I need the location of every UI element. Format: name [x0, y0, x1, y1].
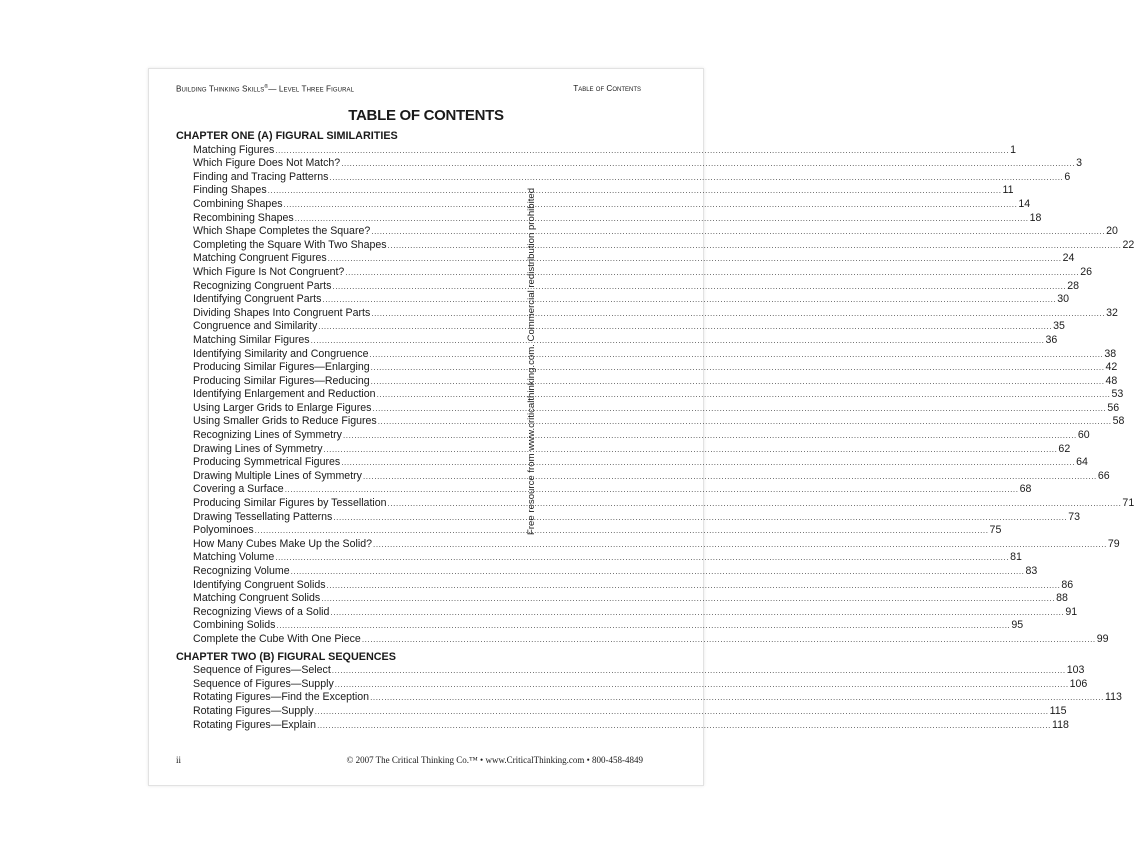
toc-entry-title: Recognizing Lines of Symmetry: [193, 429, 342, 442]
toc-entry-title: Combining Shapes: [193, 197, 283, 210]
toc-entry-title: Drawing Lines of Symmetry: [193, 442, 323, 455]
toc-entry: [193, 691, 1122, 705]
toc-entry-page: 81: [1010, 551, 1022, 564]
toc-entry-title: Which Figure Does Not Match?: [193, 157, 341, 170]
dot-leader: ....................................................................................................................................................................................................................................................................: [326, 580, 1061, 590]
toc-entry-page: 83: [1025, 565, 1038, 577]
toc-entry: [193, 225, 1118, 239]
dot-leader: ....................................................................................................................................................................................................................................................................: [369, 349, 1104, 359]
toc-entry-title: Completing the Square With Two Shapes: [193, 238, 387, 251]
dot-leader: ....................................................................................................................................................................................................................................................................: [377, 417, 1112, 427]
toc-entry-title: Using Larger Grids to Enlarge Figures: [193, 401, 372, 414]
toc-entry: [193, 374, 1118, 389]
dot-leader: ....................................................................................................................................................................................................................................................................: [370, 363, 1105, 373]
toc-entry-page: 79: [1107, 537, 1120, 550]
chapter-heading: CHAPTER TWO (B) FIGURAL SEQUENCES: [176, 650, 396, 663]
toc-entry: [193, 170, 1071, 185]
dot-leader: ....................................................................................................................................................................................................................................................................: [371, 227, 1106, 237]
toc-entry: [193, 677, 1088, 692]
toc-entry: [193, 333, 1058, 348]
dot-leader: ....................................................................................................................................................................................................................................................................: [290, 567, 1025, 576]
toc-entry-title: Finding and Tracing Patterns: [193, 170, 329, 183]
toc-entry: [193, 524, 1002, 538]
toc-entry-title: Identifying Congruent Parts: [193, 293, 322, 306]
toc-entry: [193, 347, 1117, 362]
toc-entry-page: 62: [1058, 442, 1071, 455]
toc-entry: [193, 497, 1134, 511]
toc-entry: [193, 211, 1042, 226]
toc-entry-title: Congruence and Similarity: [193, 320, 318, 333]
toc-entry-title: Which Shape Completes the Square?: [193, 225, 371, 238]
dot-leader: ....................................................................................................................................................................................................................................................................: [333, 512, 1068, 522]
toc-entry: [193, 293, 1070, 307]
toc-entry: [193, 456, 1088, 470]
toc-entry-title: Matching Congruent Solids: [193, 592, 321, 605]
toc-entry-page: 58: [1112, 415, 1125, 428]
table-of-contents: [176, 130, 1134, 732]
toc-entry-title: Producing Symmetrical Figures: [193, 456, 341, 469]
toc-entry: [193, 361, 1118, 375]
toc-entry-title: How Many Cubes Make Up the Solid?: [193, 537, 373, 550]
toc-entry-page: 99: [1096, 632, 1109, 645]
dot-leader: ....................................................................................................................................................................................................................................................................: [345, 267, 1080, 277]
dot-leader: ....................................................................................................................................................................................................................................................................: [361, 634, 1096, 644]
toc-entry: [193, 510, 1081, 525]
toc-entry: [193, 415, 1125, 429]
toc-entry-title: Matching Similar Figures: [193, 333, 310, 346]
toc-entry: [193, 265, 1093, 280]
toc-entry-page: 86: [1061, 578, 1074, 591]
toc-entry: [193, 605, 1078, 620]
toc-entry-title: Recognizing Congruent Parts: [193, 279, 332, 292]
toc-entry-title: Producing Similar Figures by Tessellation: [193, 497, 387, 510]
toc-entry-page: 28: [1067, 279, 1080, 292]
toc-entry: [193, 664, 1085, 678]
toc-entry-title: Rotating Figures—Supply: [193, 704, 314, 717]
dot-leader: ....................................................................................................................................................................................................................................................................: [342, 431, 1077, 441]
footer-page-number: ii: [176, 755, 182, 765]
toc-entry: [193, 184, 1014, 198]
dot-leader: ....................................................................................................................................................................................................................................................................: [322, 295, 1057, 305]
toc-entry: [193, 388, 1124, 402]
dot-leader: ....................................................................................................................................................................................................................................................................: [373, 539, 1107, 549]
toc-entry-page: 66: [1097, 469, 1110, 482]
toc-entry-title: Drawing Tessellating Patterns: [193, 510, 333, 523]
toc-entry-page: 22: [1122, 238, 1134, 251]
dot-leader: ....................................................................................................................................................................................................................................................................: [341, 159, 1076, 169]
toc-entry-page: 106: [1069, 677, 1088, 690]
toc-entry-title: Combining Solids: [193, 619, 276, 632]
toc-entry-title: Finding Shapes: [193, 184, 267, 197]
toc-entry-title: Recognizing Volume: [193, 565, 290, 577]
toc-entry-title: Recognizing Views of a Solid: [193, 605, 330, 618]
toc-entry: [193, 619, 1024, 633]
dot-leader: ....................................................................................................................................................................................................................................................................: [329, 172, 1064, 182]
toc-entry-page: 18: [1029, 211, 1042, 224]
footer-copyright: © 2007 The Critical Thinking Co.™ • www.CriticalThinking.com • 800-458-4849: [346, 755, 643, 765]
page-title: TABLE OF CONTENTS: [348, 107, 504, 124]
toc-entry-title: Complete the Cube With One Piece: [193, 632, 361, 645]
toc-entry-title: Polyominoes: [193, 524, 254, 537]
toc-entry: [193, 252, 1075, 266]
chapter-heading: CHAPTER ONE (A) FIGURAL SIMILARITIES: [176, 130, 398, 142]
toc-entry: [193, 197, 1031, 212]
toc-entry: [193, 442, 1071, 457]
dot-leader: ....................................................................................................................................................................................................................................................................: [321, 594, 1056, 604]
toc-entry: [193, 565, 1038, 579]
toc-entry-page: 38: [1104, 347, 1117, 360]
dot-leader: ....................................................................................................................................................................................................................................................................: [294, 213, 1029, 223]
toc-entry: [193, 157, 1082, 171]
toc-entry: [193, 143, 1017, 158]
toc-entry-page: 35: [1053, 320, 1065, 333]
registered-mark: ®: [264, 84, 269, 90]
toc-entry-page: 73: [1068, 510, 1081, 523]
toc-entry: [193, 551, 1022, 565]
dot-leader: ....................................................................................................................................................................................................................................................................: [332, 281, 1067, 291]
document-page: [148, 68, 1134, 786]
toc-entry-page: 32: [1106, 306, 1118, 319]
toc-entry-page: 113: [1104, 691, 1122, 704]
toc-entry: [193, 279, 1080, 294]
dot-leader: ....................................................................................................................................................................................................................................................................: [310, 335, 1045, 345]
toc-entry: [193, 401, 1120, 416]
dot-leader: ....................................................................................................................................................................................................................................................................: [314, 706, 1049, 716]
toc-entry: [193, 718, 1069, 733]
dot-leader: ....................................................................................................................................................................................................................................................................: [370, 376, 1105, 386]
toc-entry-title: Covering a Surface: [193, 483, 284, 496]
toc-entry-page: 53: [1111, 388, 1124, 401]
toc-entry-title: Matching Volume: [193, 551, 275, 564]
toc-entry-page: 75: [989, 524, 1002, 537]
toc-entry-title: Sequence of Figures—Select: [193, 664, 331, 677]
toc-entry-title: Matching Figures: [193, 143, 275, 156]
running-header-series: Building Thinking Skills®— Level Three Figural: [176, 84, 355, 94]
dot-leader: ....................................................................................................................................................................................................................................................................: [330, 607, 1065, 617]
dot-leader: ....................................................................................................................................................................................................................................................................: [284, 485, 1019, 495]
dot-leader: ....................................................................................................................................................................................................................................................................: [267, 186, 1002, 196]
dot-leader: ....................................................................................................................................................................................................................................................................: [323, 444, 1058, 454]
toc-entry-page: 95: [1011, 619, 1024, 632]
dot-leader: ....................................................................................................................................................................................................................................................................: [341, 458, 1076, 468]
dot-leader: ....................................................................................................................................................................................................................................................................: [371, 308, 1106, 318]
toc-entry-title: Recombining Shapes: [193, 211, 294, 224]
dot-leader: ....................................................................................................................................................................................................................................................................: [254, 526, 989, 536]
toc-entry-page: 103: [1066, 664, 1085, 677]
toc-entry-page: 30: [1057, 293, 1070, 306]
toc-entry-page: 14: [1018, 197, 1031, 210]
dot-leader: ....................................................................................................................................................................................................................................................................: [331, 666, 1066, 676]
dot-leader: ....................................................................................................................................................................................................................................................................: [327, 254, 1062, 264]
dot-leader: ....................................................................................................................................................................................................................................................................: [318, 322, 1053, 332]
dot-leader: ....................................................................................................................................................................................................................................................................: [275, 553, 1010, 563]
toc-entry-title: Rotating Figures—Find the Exception: [193, 691, 370, 704]
toc-entry-title: Which Figure Is Not Congruent?: [193, 265, 345, 278]
toc-entry: [193, 469, 1110, 484]
toc-entry-title: Identifying Similarity and Congruence: [193, 347, 369, 360]
toc-entry-title: Dividing Shapes Into Congruent Parts: [193, 306, 371, 319]
toc-entry: [193, 632, 1109, 647]
toc-entry-page: 118: [1051, 718, 1069, 731]
toc-entry-title: Matching Congruent Figures: [193, 252, 327, 265]
dot-leader: ....................................................................................................................................................................................................................................................................: [387, 240, 1122, 250]
toc-entry-page: 48: [1105, 374, 1118, 387]
toc-entry-page: 3: [1076, 157, 1082, 170]
toc-entry-page: 26: [1080, 265, 1093, 278]
toc-entry-title: Rotating Figures—Explain: [193, 718, 317, 731]
toc-entry-title: Using Smaller Grids to Reduce Figures: [193, 415, 377, 428]
toc-entry-page: 91: [1065, 605, 1078, 618]
toc-entry-title: Identifying Congruent Solids: [193, 578, 326, 591]
toc-entry-page: 88: [1056, 592, 1068, 605]
toc-entry: [193, 306, 1118, 321]
toc-entry-title: Producing Similar Figures—Reducing: [193, 374, 370, 387]
toc-entry: [193, 592, 1068, 606]
dot-leader: ....................................................................................................................................................................................................................................................................: [275, 145, 1010, 155]
dot-leader: ....................................................................................................................................................................................................................................................................: [283, 199, 1018, 209]
toc-entry: [193, 429, 1090, 443]
toc-entry-title: Drawing Multiple Lines of Symmetry: [193, 469, 362, 482]
dot-leader: ....................................................................................................................................................................................................................................................................: [372, 403, 1107, 413]
toc-entry: [193, 320, 1065, 334]
dot-leader: ....................................................................................................................................................................................................................................................................: [334, 679, 1069, 689]
toc-entry-page: 60: [1077, 429, 1090, 442]
dot-leader: ....................................................................................................................................................................................................................................................................: [317, 720, 1051, 730]
toc-entry-page: 68: [1019, 483, 1032, 496]
toc-entry-page: 71: [1122, 497, 1134, 510]
toc-entry-page: 11: [1002, 184, 1014, 197]
toc-entry-title: Sequence of Figures—Supply: [193, 677, 334, 690]
toc-entry: [193, 238, 1134, 253]
toc-entry-page: 42: [1105, 361, 1118, 374]
toc-entry-page: 115: [1049, 704, 1067, 717]
toc-entry-page: 56: [1107, 401, 1120, 414]
dot-leader: ....................................................................................................................................................................................................................................................................: [376, 390, 1111, 400]
toc-entry-page: 64: [1076, 456, 1088, 469]
toc-entry-page: 24: [1062, 252, 1075, 265]
toc-entry-page: 20: [1106, 225, 1118, 238]
toc-entry: [193, 704, 1067, 719]
toc-entry-page: 6: [1064, 170, 1071, 183]
toc-entry-page: 1: [1010, 143, 1017, 156]
toc-entry-title: Identifying Enlargement and Reduction: [193, 388, 376, 401]
running-header-section: Table of Contents: [573, 84, 641, 93]
toc-entry-title: Producing Similar Figures—Enlarging: [193, 361, 370, 374]
dot-leader: ....................................................................................................................................................................................................................................................................: [362, 471, 1097, 481]
toc-entry-page: 36: [1045, 333, 1058, 346]
dot-leader: ....................................................................................................................................................................................................................................................................: [370, 693, 1104, 703]
toc-entry: [193, 483, 1032, 497]
dot-leader: ....................................................................................................................................................................................................................................................................: [387, 499, 1122, 509]
dot-leader: ....................................................................................................................................................................................................................................................................: [276, 621, 1011, 631]
toc-entry: [193, 537, 1120, 552]
side-watermark-note: Free resource from www.criticalthinking.com. Commercial redistribution prohibited: [526, 187, 537, 535]
toc-entry: [193, 578, 1074, 593]
